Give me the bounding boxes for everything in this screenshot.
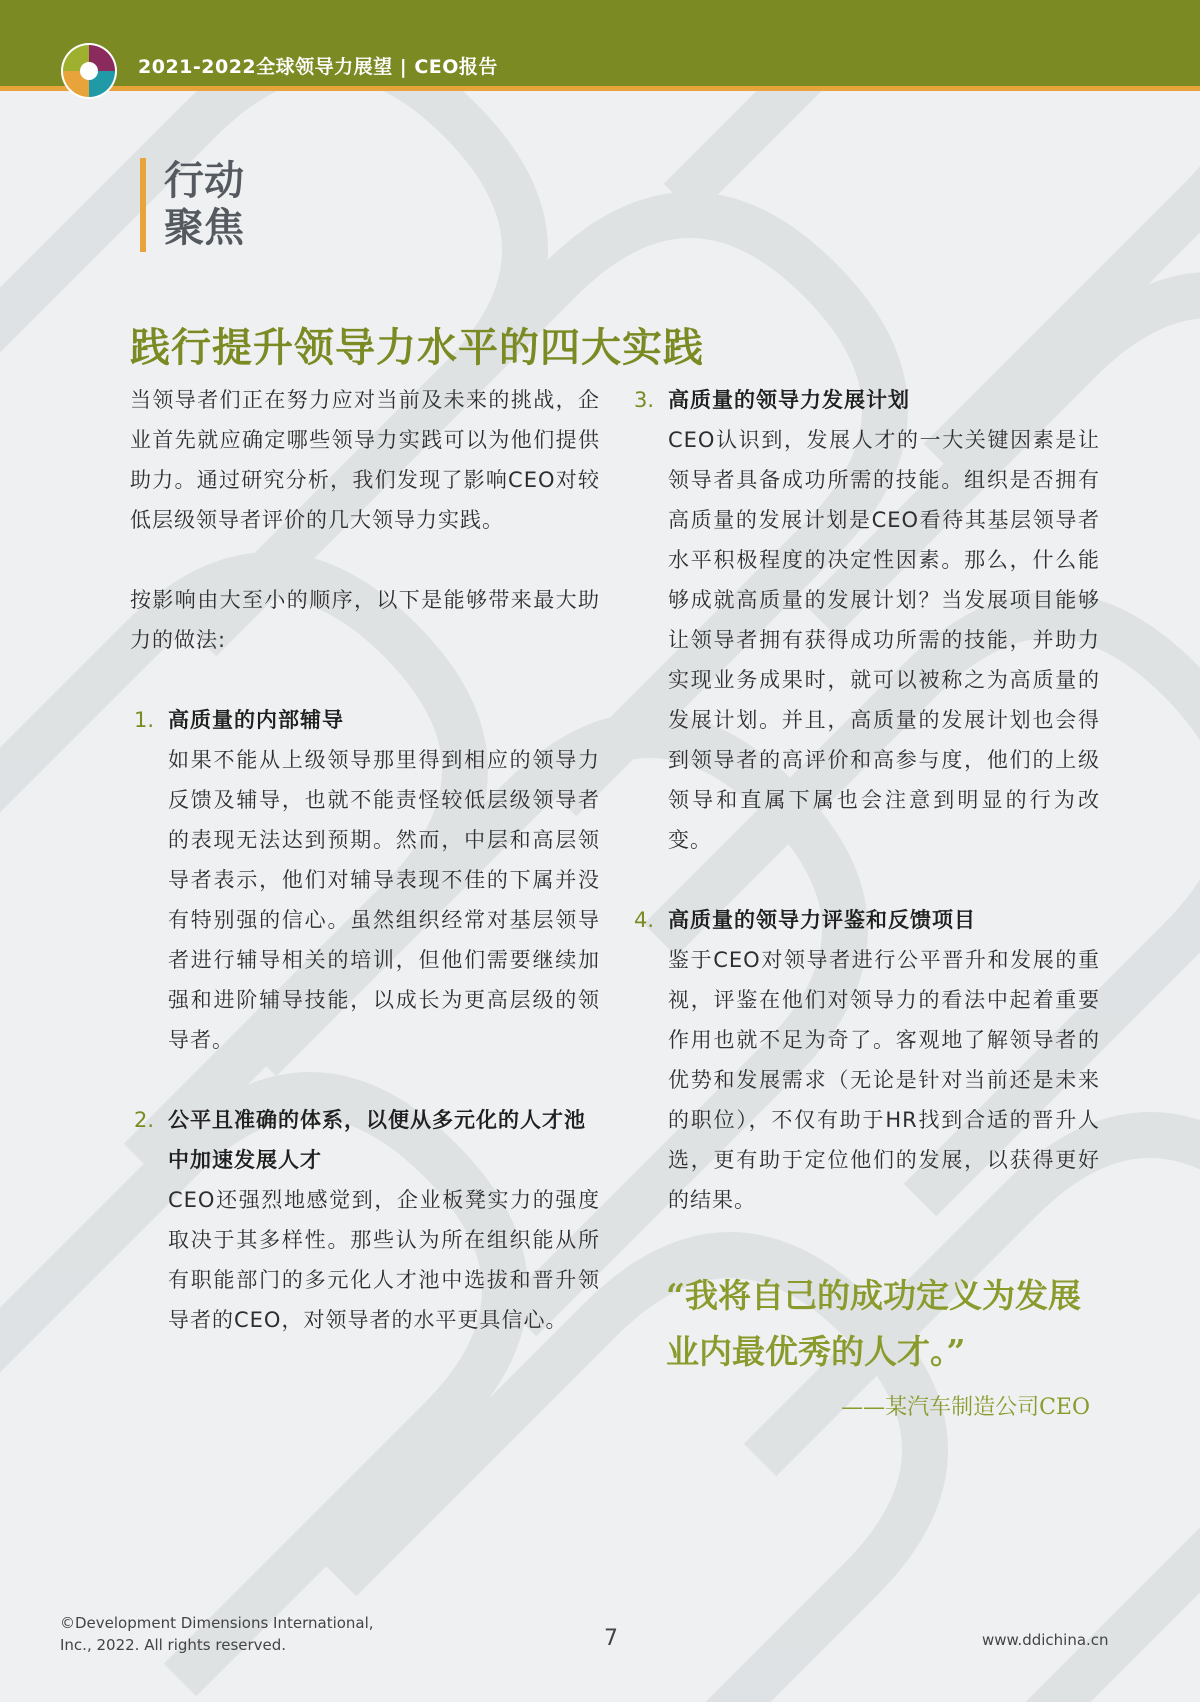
practice-item-2 xyxy=(130,1100,600,1340)
copyright-line-1: ©Development Dimensions International, xyxy=(60,1614,374,1632)
copyright-notice xyxy=(60,1612,420,1656)
practice-item-3 xyxy=(630,380,1100,860)
practice-number: 4. xyxy=(634,908,655,932)
practice-body: CEO认识到，发展人才的一大关键因素是让领导者具备成功所需的技能。组织是否拥有高质量的发展计划是CEO看待其基层领导者水平积极程度的决定性因素。那么，什么能够成就高质量的发展计划？当发展项目能够让领导者拥有获得成功所需的技能，并助力实现业务成果时，就可以被称之为高质量的发展计划。并且，高质量的发展计划也会得到领导者的高评价和高参与度，他们的上级领导和直属下属也会注意到明显的行为改变。 xyxy=(668,428,1100,852)
practice-title: 高质量的内部辅导 xyxy=(168,708,344,732)
lead-paragraph: 按影响由大至小的顺序，以下是能够带来最大助力的做法: xyxy=(130,588,600,652)
practice-title: 高质量的领导力发展计划 xyxy=(668,388,910,412)
quote-attribution: ——某汽车制造公司CEO xyxy=(841,1395,1090,1420)
report-title: 2021-2022全球领导力展望 | CEO报告 xyxy=(138,56,498,78)
practice-number: 2. xyxy=(134,1108,155,1132)
pull-quote: “我将自己的成功定义为发展业内最优秀的人才。” xyxy=(666,1276,1081,1371)
copyright-line-2: Inc., 2022. All rights reserved. xyxy=(60,1636,287,1654)
ddi-logo-icon xyxy=(60,42,118,100)
section-label-line2: 聚焦 xyxy=(164,205,244,251)
right-column xyxy=(630,380,1100,1421)
page-title: 践行提升领导力水平的四大实践 xyxy=(130,325,704,371)
page-number: 7 xyxy=(604,1626,618,1651)
practice-title: 高质量的领导力评鉴和反馈项目 xyxy=(668,908,976,932)
section-label xyxy=(140,158,244,252)
page-header-band xyxy=(0,0,1200,91)
practice-number: 3. xyxy=(634,388,655,412)
practice-item-1 xyxy=(130,700,600,1060)
intro-paragraph: 当领导者们正在努力应对当前及未来的挑战，企业首先就应确定哪些领导力实践可以为他们提供助力。通过研究分析，我们发现了影响CEO对较低层级领导者评价的几大领导力实践。 xyxy=(130,388,600,532)
website-url: www.ddichina.cn xyxy=(982,1631,1109,1649)
practice-number: 1. xyxy=(134,708,155,732)
practice-item-4 xyxy=(630,900,1100,1220)
practice-body: CEO还强烈地感觉到，企业板凳实力的强度取决于其多样性。那些认为所在组织能从所有职能部门的多元化人才池中选拔和晋升领导者的CEO，对领导者的水平更具信心。 xyxy=(168,1188,600,1332)
practice-body: 如果不能从上级领导那里得到相应的领导力反馈及辅导，也就不能责怪较低层级领导者的表现无法达到预期。然而，中层和高层领导者表示，他们对辅导表现不佳的下属并没有特别强的信心。虽然组织经常对基层领导者进行辅导相关的培训，但他们需要继续加强和进阶辅导技能，以成长为更高层级的领导者。 xyxy=(168,748,600,1052)
practice-body: 鉴于CEO对领导者进行公平晋升和发展的重视，评鉴在他们对领导力的看法中起着重要作用也就不足为奇了。客观地了解领导者的优势和发展需求（无论是针对当前还是未来的职位），不仅有助于HR找到合适的晋升人选，更有助于定位他们的发展，以获得更好的结果。 xyxy=(668,948,1100,1212)
practice-title: 公平且准确的体系，以便从多元化的人才池中加速发展人才 xyxy=(168,1108,586,1172)
section-label-line1: 行动 xyxy=(164,158,244,204)
left-column xyxy=(130,380,600,1340)
